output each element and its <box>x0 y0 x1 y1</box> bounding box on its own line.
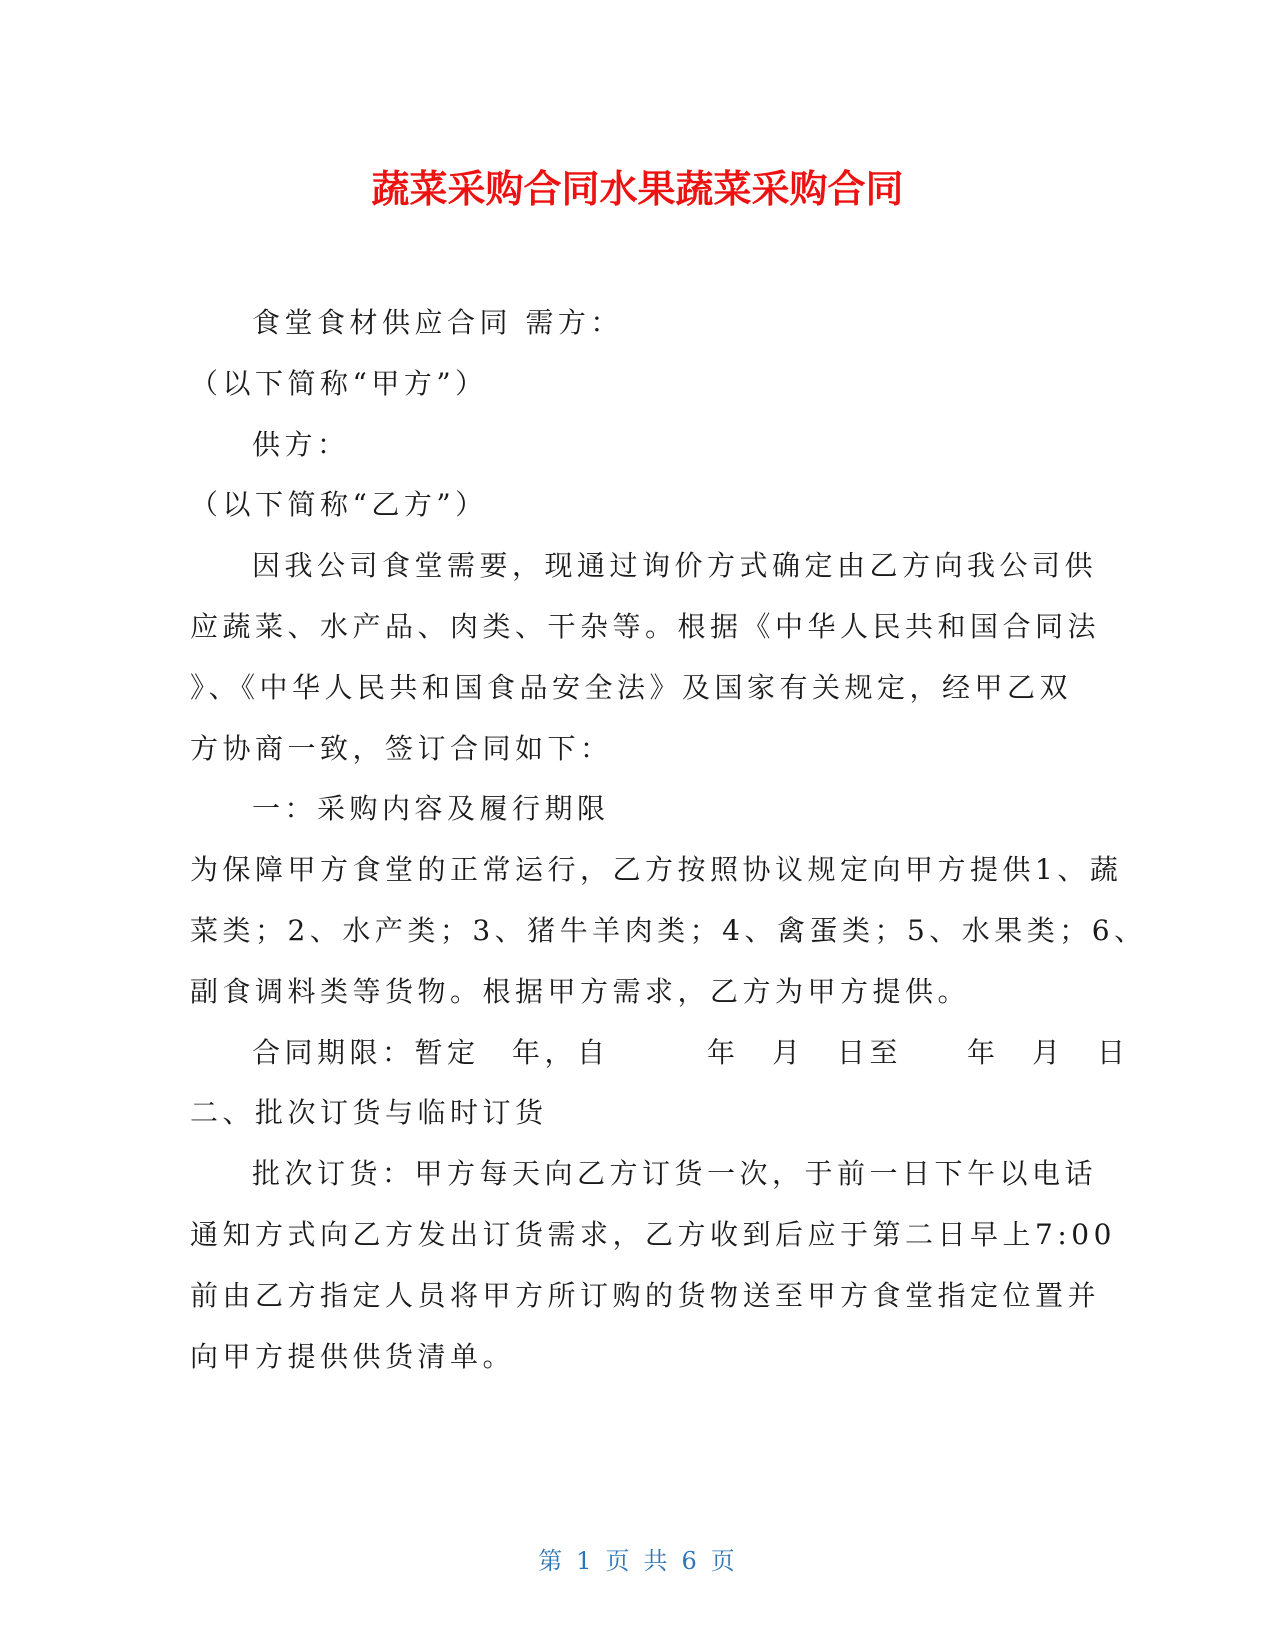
page-footer <box>0 1546 1275 1576</box>
text-line-intro-1: 因我公司食堂需要，现通过询价方式确定由乙方向我公司供 <box>252 549 1098 583</box>
text-line-intro-4: 方协商一致，签订合同如下： <box>190 731 613 765</box>
section-heading-2: 二、批次订货与临时订货 <box>190 1096 548 1130</box>
footer-word-ye: 页 <box>605 1547 632 1575</box>
text-line-scope-1: 为保障甲方食堂的正常运行，乙方按照协议规定向甲方提供1、蔬 <box>190 853 1123 887</box>
text-line-order-2: 通知方式向乙方发出订货需求，乙方收到后应于第二日早上7:00 <box>190 1217 1116 1251</box>
text-line-heading: 食堂食材供应合同 需方： <box>252 306 623 339</box>
text-line-intro-3: 》、《中华人民共和国食品安全法》及国家有关规定，经甲乙双 <box>190 670 1073 704</box>
page-total-number: 6 <box>681 1547 699 1575</box>
text-line-scope-2: 菜类；2、水产类；3、猪牛羊肉类；4、禽蛋类；5、水果类；6、 <box>190 913 1147 947</box>
text-line-term: 合同期限：暂定 年，自 年 月 日至 年 月 日 <box>252 1035 1130 1069</box>
footer-word-gong: 共 <box>643 1547 670 1575</box>
section-heading-1: 一：采购内容及履行期限 <box>252 792 610 826</box>
text-line-party-b-note: （以下简称“乙方”） <box>190 488 488 522</box>
document-title: 蔬菜采购合同水果蔬菜采购合同 <box>371 167 904 211</box>
document-body <box>190 293 1147 1387</box>
text-line-supplier: 供方： <box>252 427 350 461</box>
text-line-order-3: 前由乙方指定人员将甲方所订购的货物送至甲方食堂指定位置并 <box>190 1278 1101 1312</box>
text-line-scope-3: 副食调料类等货物。根据甲方需求，乙方为甲方提供。 <box>190 974 971 1008</box>
footer-word-ye-2: 页 <box>710 1547 737 1575</box>
text-line-party-a-note: （以下简称“甲方”） <box>190 366 488 400</box>
text-line-order-1: 批次订货：甲方每天向乙方订货一次，于前一日下午以电话 <box>252 1157 1098 1191</box>
footer-word-di: 第 <box>538 1547 565 1575</box>
page-current-number: 1 <box>576 1547 594 1575</box>
text-line-order-4: 向甲方提供供货清单。 <box>190 1339 516 1373</box>
text-line-intro-2: 应蔬菜、水产品、肉类、干杂等。根据《中华人民共和国合同法 <box>190 609 1101 643</box>
